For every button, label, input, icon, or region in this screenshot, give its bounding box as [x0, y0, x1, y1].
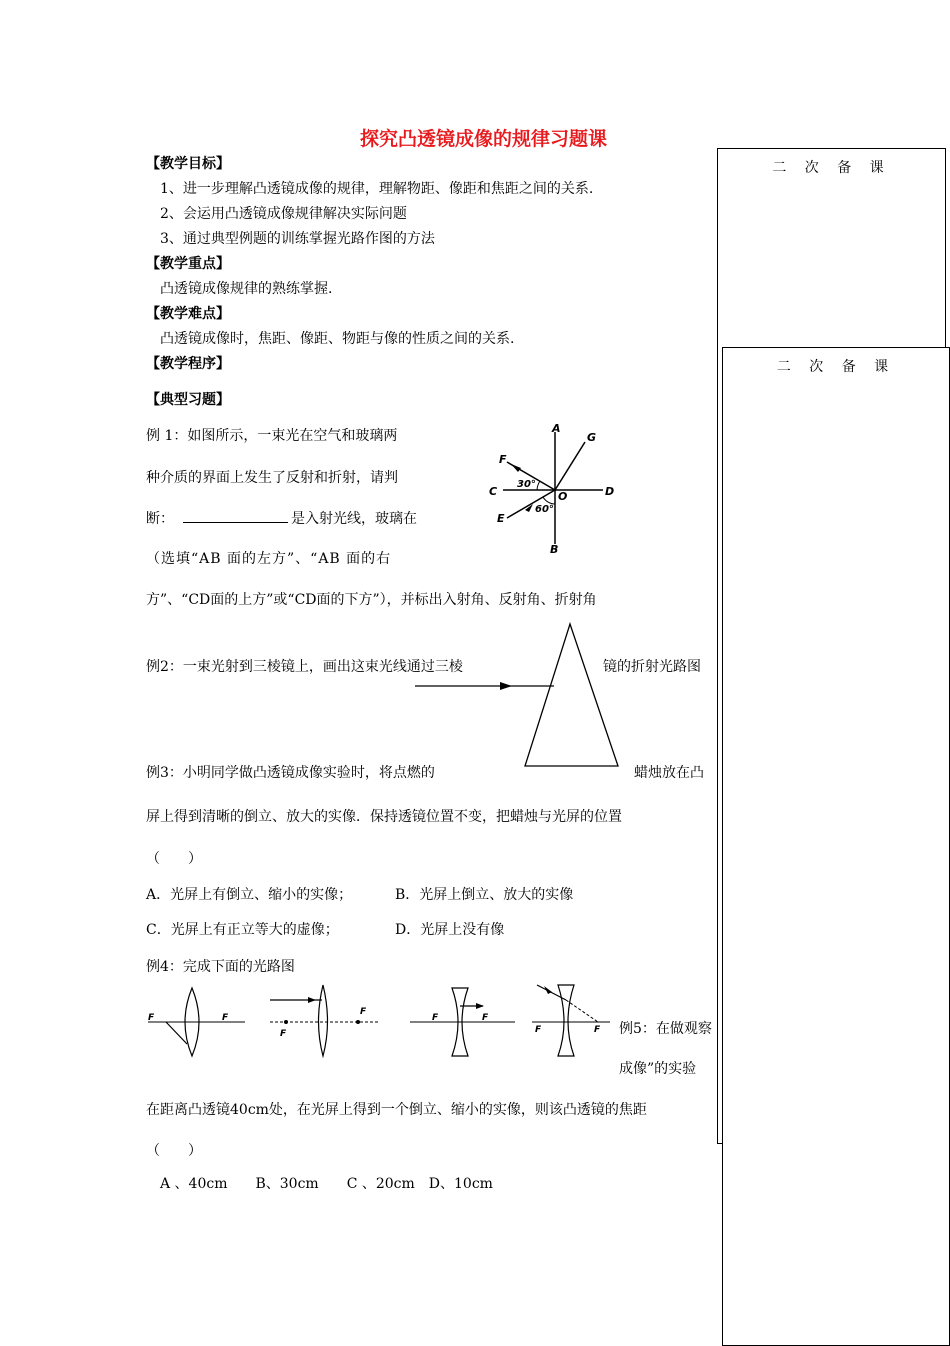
label-C: C — [489, 485, 498, 498]
ex1-line: 断： — [146, 511, 174, 527]
ex1-line: 是入射光线，玻璃在 — [291, 511, 417, 527]
label-angle1: 30° — [517, 479, 536, 490]
sidebar-header: 二 次 备 课 — [772, 160, 891, 176]
ex3-option-c: C．光屏上有正立等大的虚像； — [146, 922, 339, 938]
objective-item: 1、进一步理解凸透镜成像的规律，理解物距、像距和焦距之间的关系. — [160, 181, 594, 197]
page-title: 探究凸透镜成像的规律习题课 — [360, 128, 608, 150]
key-point-text: 凸透镜成像规律的熟练掌握. — [160, 281, 333, 297]
ex3-text: 例3：小明同学做凸透镜成像实验时，将点燃的 — [146, 765, 435, 781]
ex5-line: 在距离凸透镜40cm处，在光屏上得到一个倒立、缩小的实像，则该凸透镜的焦距 — [146, 1102, 647, 1118]
prism-figure — [410, 620, 630, 770]
objectives-heading: 【教学目标】 — [146, 156, 230, 172]
objective-item: 3、通过典型例题的训练掌握光路作图的方法 — [160, 231, 435, 247]
ex2-text: 例2：一束光射到三棱镜上，画出这束光线通过三棱 — [146, 659, 463, 675]
label-E: E — [497, 512, 505, 525]
ex3-option-d: D．光屏上没有像 — [395, 922, 505, 938]
ex2-text-right: 镜的折射光路图 — [603, 659, 701, 675]
ex3-text-right: 蜡烛放在凸 — [634, 765, 704, 781]
difficulty-heading: 【教学难点】 — [146, 306, 230, 322]
focus-label: F — [482, 1013, 489, 1023]
label-B: B — [550, 543, 559, 556]
label-D: D — [605, 485, 615, 498]
ex1-figure — [485, 422, 625, 562]
procedure-heading: 【教学程序】 — [146, 356, 230, 372]
ex5-text-right: 成像”的实验 — [619, 1061, 697, 1077]
ex3-option-b: B．光屏上倒立、放大的实像 — [395, 887, 574, 903]
ex3-answer-blank[interactable]: （ ） — [146, 851, 202, 867]
focus-label: F — [594, 1025, 601, 1035]
label-angle2: 60° — [535, 504, 554, 515]
ex1-line: 种介质的界面上发生了反射和折射，请判 — [146, 470, 398, 486]
label-A: A — [552, 422, 561, 435]
ex1-line: 例 1：如图所示，一束光在空气和玻璃两 — [146, 428, 398, 444]
objective-item: 2、会运用凸透镜成像规律解决实际问题 — [160, 206, 407, 222]
ex1-line: 方”、“CD面的上方”或“CD面的下方”），并标出入射角、反射角、折射角 — [146, 592, 597, 608]
ex3-line2: 屏上得到清晰的倒立、放大的实像．保持透镜位置不变，把蜡烛与光屏的位置 — [146, 809, 622, 825]
sidebar-box-front — [722, 347, 950, 1346]
focus-label: F — [280, 1029, 287, 1039]
ex5-answer-blank[interactable]: （ ） — [146, 1143, 202, 1159]
ex3-option-a: A．光屏上有倒立、缩小的实像； — [146, 887, 353, 903]
ex5-text-right: 例5：在做观察 — [619, 1021, 712, 1037]
focus-label: F — [432, 1013, 439, 1023]
key-point-heading: 【教学重点】 — [146, 256, 230, 272]
ex5-options: A 、40cm B、30cm C 、20cm D、10cm — [160, 1176, 493, 1192]
difficulty-text: 凸透镜成像时，焦距、像距、物距与像的性质之间的关系. — [160, 331, 515, 347]
lens-diagrams — [140, 980, 620, 1060]
sidebar-header: 二 次 备 课 — [776, 359, 896, 375]
ex1-answer-blank[interactable] — [183, 522, 288, 523]
label-F: F — [499, 453, 507, 466]
ex1-line: （选填“AB 面的左方”、“AB 面的右 — [146, 551, 392, 567]
exercises-heading: 【典型习题】 — [146, 392, 230, 408]
focus-label: F — [148, 1013, 155, 1023]
focus-label: F — [360, 1007, 367, 1017]
focus-label: F — [535, 1025, 542, 1035]
label-O: O — [558, 490, 568, 503]
label-G: G — [587, 431, 597, 444]
focus-label: F — [222, 1013, 229, 1023]
ex4-text: 例4：完成下面的光路图 — [146, 959, 295, 975]
